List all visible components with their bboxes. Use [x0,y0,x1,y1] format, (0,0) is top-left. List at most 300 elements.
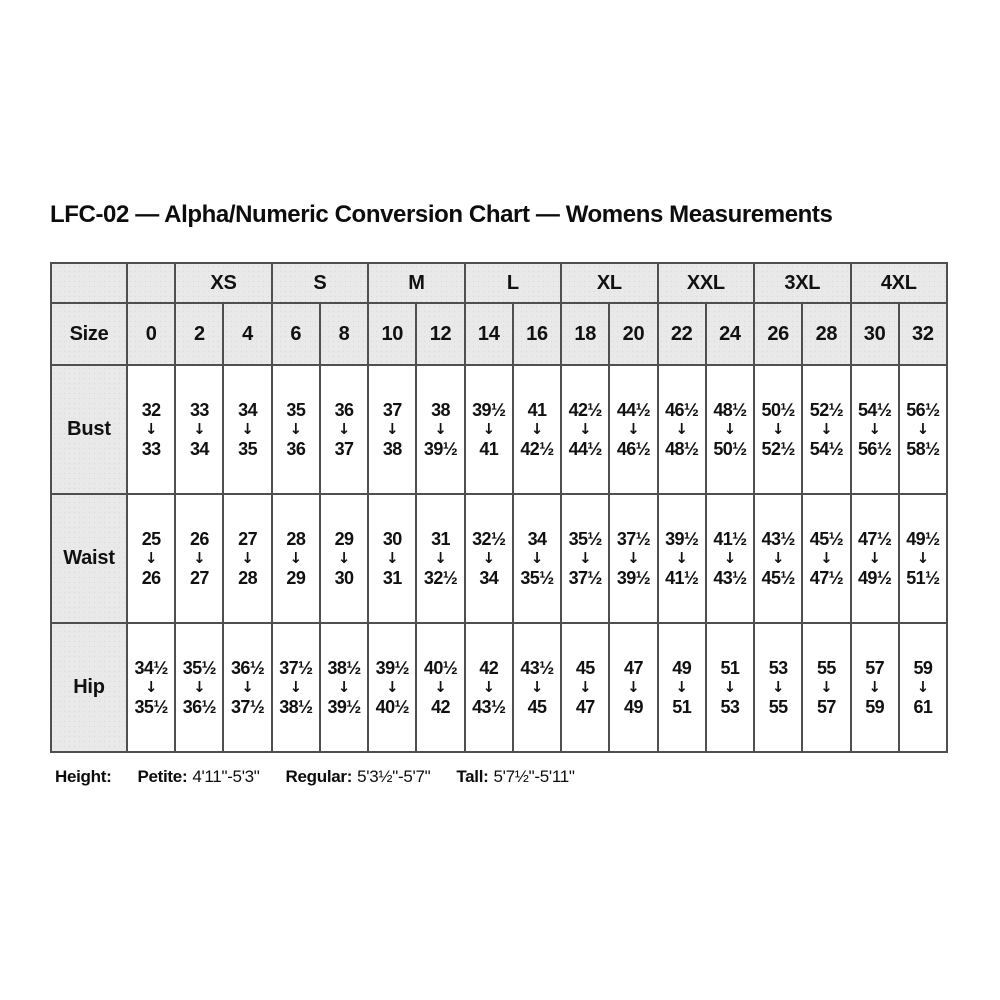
alpha-header-xs: XS [175,263,271,303]
waist-range-size-6 [272,494,320,623]
range-stack [659,399,705,461]
range-stack [514,528,560,590]
range-max: 32½ [423,568,458,588]
height-label: Height: [55,767,112,786]
range-stack [562,528,608,590]
range-min: 37½ [279,657,313,678]
range-max: 27 [189,568,209,588]
range-stack [273,657,319,719]
alpha-header-l: L [465,263,561,303]
range-stack [659,657,705,719]
down-arrow-icon: ↓ [434,549,447,567]
numeric-size-10: 10 [368,303,416,365]
range-max: 58½ [906,439,940,459]
range-min: 25 [141,528,161,549]
down-arrow-icon: ↓ [723,420,737,438]
range-min: 54½ [858,399,892,420]
range-max: 57 [816,697,836,717]
waist-range-size-26 [754,494,802,623]
range-stack [466,657,512,719]
hip-range-size-22 [658,623,706,752]
range-max: 45½ [761,568,795,588]
waist-range-size-24 [706,494,754,623]
down-arrow-icon: ↓ [675,420,688,438]
range-min: 34½ [134,657,168,678]
range-min: 37½ [616,528,651,549]
range-stack [466,528,512,590]
hip-range-size-6 [272,623,320,752]
down-arrow-icon: ↓ [627,549,640,567]
range-min: 45½ [809,528,844,549]
range-min: 26 [189,528,209,549]
range-max: 53 [720,697,740,717]
range-min: 36½ [230,657,265,678]
range-stack [224,528,270,590]
waist-range-size-30 [851,494,899,623]
alpha-empty-cell [127,263,175,303]
range-min: 33 [189,399,209,420]
range-min: 30 [382,528,402,549]
waist-range-size-12 [416,494,464,623]
waist-range-size-16 [513,494,561,623]
waist-range-size-14 [465,494,513,623]
hip-range-size-8 [320,623,368,752]
range-stack [321,657,367,719]
range-max: 41½ [665,568,699,588]
range-max: 59 [865,697,885,717]
range-stack [466,399,512,461]
range-stack [803,399,849,461]
range-min: 38 [431,399,450,420]
range-min: 59 [913,657,933,678]
range-stack [176,528,222,590]
range-max: 47 [575,697,595,717]
regular-range: 5'3½"-5'7" [357,767,431,786]
numeric-size-18: 18 [561,303,609,365]
petite-range: 4'11"-5'3" [192,767,260,786]
range-min: 50½ [761,399,795,420]
range-max: 41 [479,439,499,459]
down-arrow-icon: ↓ [386,420,399,438]
range-max: 37 [334,439,354,459]
down-arrow-icon: ↓ [193,420,206,438]
range-min: 53 [768,657,788,678]
down-arrow-icon: ↓ [820,420,833,438]
range-min: 28 [286,528,306,549]
regular-label: Regular: [285,767,353,786]
range-max: 29 [286,568,306,588]
range-max: 35½ [134,697,168,717]
range-min: 57 [865,657,885,678]
numeric-size-row [51,303,947,365]
petite-label: Petite: [137,767,188,786]
range-min: 34 [238,399,257,420]
range-stack [369,528,415,590]
down-arrow-icon: ↓ [434,420,447,438]
range-stack [369,657,415,719]
numeric-size-30: 30 [851,303,899,365]
down-arrow-icon: ↓ [916,420,930,438]
range-stack [273,399,319,461]
range-min: 42 [479,657,499,678]
down-arrow-icon: ↓ [289,420,303,438]
range-max: 46½ [616,439,651,459]
range-min: 51 [720,657,740,678]
waist-range-size-28 [802,494,850,623]
bust-range-size-18 [561,365,609,494]
range-stack [803,657,849,719]
size-row-label: Size [51,303,127,365]
range-max: 47½ [809,568,844,588]
numeric-size-12: 12 [416,303,464,365]
range-stack [128,657,174,719]
bust-range-size-4 [223,365,271,494]
height-regular-segment [286,767,431,786]
range-stack [562,657,608,719]
down-arrow-icon: ↓ [723,549,737,567]
waist-row-label: Waist [51,494,127,623]
down-arrow-icon: ↓ [289,678,303,696]
range-stack [900,399,946,461]
range-max: 43½ [472,697,506,717]
down-arrow-icon: ↓ [771,549,785,567]
hip-row-label: Hip [51,623,127,752]
corner-cell [51,263,127,303]
range-min: 47 [624,657,643,678]
numeric-size-14: 14 [465,303,513,365]
height-petite-segment [137,767,259,786]
hip-range-size-12 [416,623,464,752]
range-max: 34 [189,439,209,459]
down-arrow-icon: ↓ [337,420,351,438]
bust-range-size-20 [609,365,657,494]
range-max: 37½ [568,568,602,588]
numeric-size-8: 8 [320,303,368,365]
range-stack [707,528,753,590]
range-max: 33 [141,439,161,459]
range-min: 47½ [858,528,892,549]
hip-range-size-30 [851,623,899,752]
range-max: 36 [286,439,306,459]
down-arrow-icon: ↓ [193,678,206,696]
down-arrow-icon: ↓ [530,420,544,438]
range-stack [369,399,415,461]
numeric-size-0: 0 [127,303,175,365]
range-min: 34 [527,528,547,549]
down-arrow-icon: ↓ [144,420,158,438]
down-arrow-icon: ↓ [386,549,399,567]
numeric-size-20: 20 [609,303,657,365]
range-stack [852,399,898,461]
range-min: 36 [334,399,354,420]
range-max: 30 [334,568,354,588]
down-arrow-icon: ↓ [530,678,544,696]
range-min: 44½ [616,399,651,420]
down-arrow-icon: ↓ [820,678,833,696]
range-min: 37 [382,399,402,420]
range-stack [755,528,801,590]
down-arrow-icon: ↓ [193,549,206,567]
down-arrow-icon: ↓ [627,678,640,696]
range-max: 38½ [279,697,313,717]
down-arrow-icon: ↓ [434,678,447,696]
range-max: 56½ [858,439,892,459]
down-arrow-icon: ↓ [144,678,158,696]
range-min: 55 [816,657,836,678]
range-stack [128,399,174,461]
range-max: 42½ [520,439,554,459]
bust-range-size-12 [416,365,464,494]
range-max: 40½ [375,697,409,717]
range-stack [417,399,463,461]
tall-label: Tall: [456,767,489,786]
down-arrow-icon: ↓ [771,678,785,696]
tall-range: 5'7½"-5'11" [493,767,575,786]
range-stack [900,657,946,719]
range-min: 35½ [568,528,602,549]
range-stack [707,657,753,719]
range-max: 31 [382,568,402,588]
range-min: 31 [431,528,450,549]
hip-row [51,623,947,752]
range-stack [852,528,898,590]
hip-range-size-18 [561,623,609,752]
waist-range-size-8 [320,494,368,623]
down-arrow-icon: ↓ [868,549,881,567]
waist-row [51,494,947,623]
range-max: 43½ [713,568,747,588]
range-max: 55 [768,697,788,717]
range-max: 42 [431,697,450,717]
bust-range-size-0 [127,365,175,494]
waist-range-size-10 [368,494,416,623]
alpha-header-s: S [272,263,368,303]
range-min: 52½ [809,399,844,420]
down-arrow-icon: ↓ [144,549,158,567]
range-stack [514,657,560,719]
down-arrow-icon: ↓ [241,678,254,696]
hip-range-size-26 [754,623,802,752]
range-stack [755,657,801,719]
range-max: 39½ [616,568,651,588]
numeric-size-26: 26 [754,303,802,365]
bust-range-size-24 [706,365,754,494]
range-min: 45 [575,657,595,678]
range-stack [852,657,898,719]
range-min: 38½ [327,657,361,678]
bust-range-size-32 [899,365,947,494]
range-stack [176,657,222,719]
bust-row [51,365,947,494]
range-max: 48½ [665,439,699,459]
waist-range-size-22 [658,494,706,623]
range-max: 50½ [713,439,747,459]
down-arrow-icon: ↓ [916,678,930,696]
hip-range-size-0 [127,623,175,752]
down-arrow-icon: ↓ [627,420,640,438]
waist-range-size-2 [175,494,223,623]
bust-range-size-2 [175,365,223,494]
down-arrow-icon: ↓ [289,549,303,567]
down-arrow-icon: ↓ [675,678,688,696]
range-stack [562,399,608,461]
range-min: 49 [672,657,692,678]
waist-range-size-32 [899,494,947,623]
range-stack [610,528,656,590]
down-arrow-icon: ↓ [482,420,496,438]
bust-range-size-26 [754,365,802,494]
down-arrow-icon: ↓ [337,678,351,696]
size-chart-body [51,365,947,752]
alpha-header-m: M [368,263,464,303]
range-stack [273,528,319,590]
hip-range-size-4 [223,623,271,752]
down-arrow-icon: ↓ [868,420,881,438]
range-stack [321,528,367,590]
range-min: 46½ [665,399,699,420]
range-min: 39½ [375,657,409,678]
down-arrow-icon: ↓ [820,549,833,567]
range-stack [514,399,560,461]
range-stack [128,528,174,590]
waist-range-size-0 [127,494,175,623]
range-max: 28 [238,568,257,588]
hip-range-size-24 [706,623,754,752]
range-max: 37½ [230,697,265,717]
bust-range-size-16 [513,365,561,494]
range-max: 45 [527,697,547,717]
range-max: 38 [382,439,402,459]
numeric-size-28: 28 [802,303,850,365]
range-stack [659,528,705,590]
down-arrow-icon: ↓ [578,549,592,567]
range-min: 39½ [472,399,506,420]
down-arrow-icon: ↓ [578,420,592,438]
range-min: 43½ [520,657,554,678]
waist-range-size-4 [223,494,271,623]
bust-range-size-6 [272,365,320,494]
range-max: 39½ [327,697,361,717]
range-max: 35½ [520,568,554,588]
height-footnote [55,767,575,787]
range-max: 49½ [858,568,892,588]
range-min: 39½ [665,528,699,549]
range-stack [900,528,946,590]
size-chart-head [51,263,947,365]
range-max: 49 [624,697,643,717]
range-min: 32½ [472,528,506,549]
down-arrow-icon: ↓ [868,678,881,696]
alpha-header-4xl: 4XL [851,263,947,303]
waist-range-size-20 [609,494,657,623]
range-min: 32 [141,399,161,420]
down-arrow-icon: ↓ [386,678,399,696]
range-stack [610,399,656,461]
size-conversion-table [50,262,948,753]
range-min: 35 [286,399,306,420]
numeric-size-32: 32 [899,303,947,365]
range-max: 51 [672,697,692,717]
range-min: 42½ [568,399,602,420]
range-max: 44½ [568,439,602,459]
range-max: 39½ [423,439,458,459]
range-max: 52½ [761,439,795,459]
hip-range-size-14 [465,623,513,752]
range-stack [707,399,753,461]
alpha-header-3xl: 3XL [754,263,850,303]
down-arrow-icon: ↓ [675,549,688,567]
range-stack [224,657,270,719]
range-max: 54½ [809,439,844,459]
range-max: 26 [141,568,161,588]
range-max: 34 [479,568,499,588]
numeric-size-2: 2 [175,303,223,365]
down-arrow-icon: ↓ [771,420,785,438]
bust-range-size-8 [320,365,368,494]
range-stack [321,399,367,461]
range-max: 36½ [182,697,216,717]
range-min: 27 [238,528,257,549]
numeric-size-4: 4 [223,303,271,365]
down-arrow-icon: ↓ [241,420,254,438]
range-max: 35 [238,439,257,459]
waist-range-size-18 [561,494,609,623]
hip-range-size-2 [175,623,223,752]
range-stack [803,528,849,590]
down-arrow-icon: ↓ [482,678,496,696]
height-tall-segment [456,767,574,786]
bust-range-size-14 [465,365,513,494]
bust-range-size-10 [368,365,416,494]
bust-range-size-22 [658,365,706,494]
range-min: 35½ [182,657,216,678]
range-min: 41 [527,399,547,420]
range-max: 61 [913,697,933,717]
range-min: 49½ [906,528,940,549]
range-stack [417,528,463,590]
down-arrow-icon: ↓ [723,678,737,696]
range-max: 51½ [906,568,940,588]
range-stack [755,399,801,461]
range-min: 40½ [423,657,458,678]
alpha-header-xxl: XXL [658,263,754,303]
numeric-size-22: 22 [658,303,706,365]
alpha-header-xl: XL [561,263,657,303]
page-title: LFC-02 — Alpha/Numeric Conversion Chart — Womens Measurements [50,201,833,228]
hip-range-size-20 [609,623,657,752]
down-arrow-icon: ↓ [337,549,351,567]
range-stack [224,399,270,461]
alpha-size-row [51,263,947,303]
range-min: 41½ [713,528,747,549]
down-arrow-icon: ↓ [530,549,544,567]
bust-range-size-28 [802,365,850,494]
down-arrow-icon: ↓ [916,549,930,567]
hip-range-size-28 [802,623,850,752]
numeric-size-16: 16 [513,303,561,365]
down-arrow-icon: ↓ [482,549,496,567]
range-min: 43½ [761,528,795,549]
bust-range-size-30 [851,365,899,494]
range-min: 48½ [713,399,747,420]
numeric-size-24: 24 [706,303,754,365]
down-arrow-icon: ↓ [578,678,592,696]
range-min: 29 [334,528,354,549]
range-min: 56½ [906,399,940,420]
bust-row-label: Bust [51,365,127,494]
down-arrow-icon: ↓ [241,549,254,567]
range-stack [610,657,656,719]
